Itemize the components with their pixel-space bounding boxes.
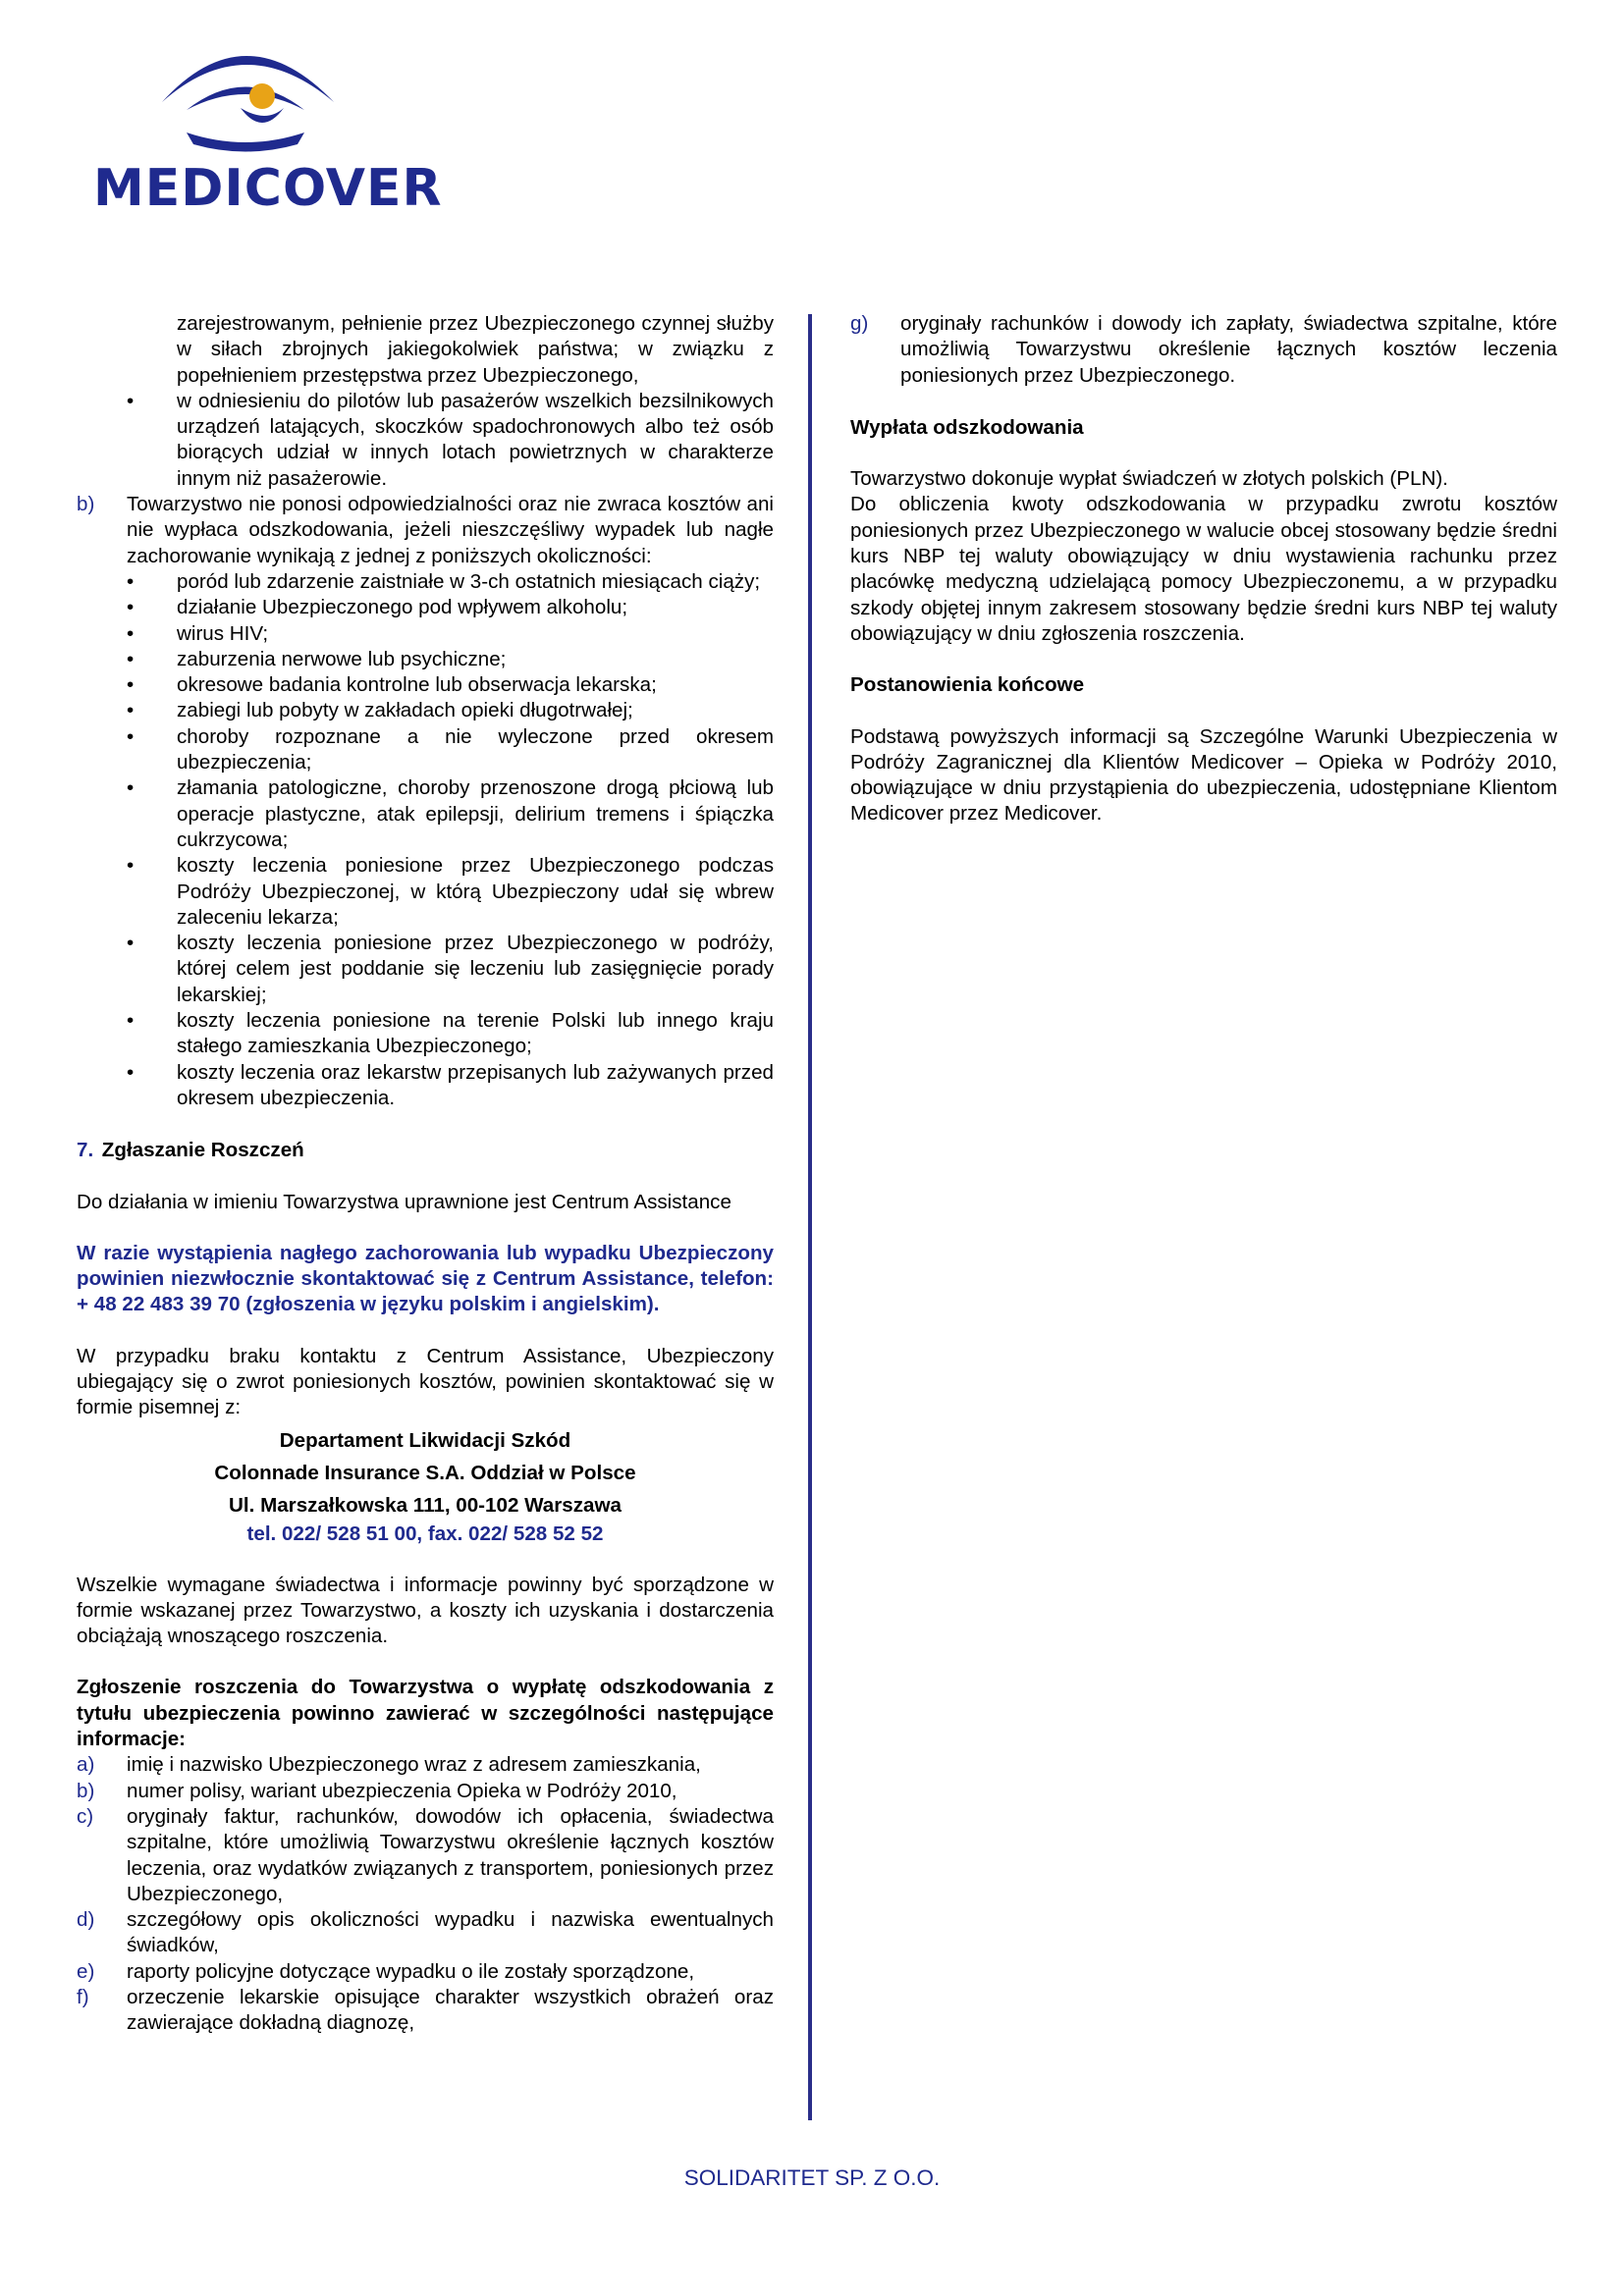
list-item — [77, 1959, 774, 1985]
intro-bullet-list — [77, 389, 774, 492]
address-line: Colonnade Insurance S.A. Oddział w Polsce — [214, 1461, 636, 1484]
list-item: • w odniesieniu do pilotów lub pasażerów wszelkich bezsilnikowych urządzeń latających, skoczków spadochronowych albo też osób biorących udział w innych lotach powietrznych w charakterze innym niż pasażerowie. — [77, 389, 774, 492]
item-label: b) — [77, 1779, 95, 1802]
list-item: • poród lub zdarzenie zaistniałe w 3-ch ostatnich miesiącach ciąży; — [77, 569, 774, 595]
item-label: c) — [77, 1804, 94, 1828]
item-text: oryginały rachunków i dowody ich zapłaty, świadectwa szpitalne, które umożliwią Towarzystwu określenie łącznych kosztów leczenia poniesionych przez Ubezpieczonego. — [900, 312, 1557, 387]
address-line: Departament Likwidacji Szkód — [279, 1428, 571, 1452]
emergency-paragraph: W razie wystąpienia nagłego zachorowania lub wypadku Ubezpieczony powinien niezwłocznie skontaktować się z Centrum Assistance, telefon: + 48 22 483 39 70 (zgłoszenia w języku polskim i angielskim). — [77, 1241, 774, 1316]
page-footer: SOLIDARITET SP. Z O.O. — [683, 2165, 941, 2190]
list-item: • zabiegi lub pobyty w zakładach opieki długotrwałej; — [77, 698, 774, 723]
list-item — [77, 1804, 774, 1907]
item-label: e) — [77, 1959, 95, 1983]
logo-wordmark: MEDICOVER — [93, 159, 443, 218]
left-column — [77, 311, 774, 2037]
item-text: szczegółowy opis okoliczności wypadku i nazwiska ewentualnych świadków, — [127, 1908, 774, 1957]
item-label: d) — [77, 1908, 95, 1932]
list-item — [77, 1779, 774, 1804]
address-phone: tel. 022/ 528 51 00, fax. 022/ 528 52 52 — [246, 1522, 604, 1545]
final-provisions-heading: Postanowienia końcowe — [850, 673, 1085, 697]
item-label: b) — [77, 493, 95, 516]
column-divider — [808, 314, 812, 2120]
item-label: g) — [850, 312, 869, 335]
payout-paragraph-2: Do obliczenia kwoty odszkodowania w przypadku zwrotu kosztów poniesionych przez Ubezpieczonego w walucie obcej stosowany będzie średni kurs NBP tej waluty obowiązujący w dniu wystawienia rachunku przez placówkę medyczną udzielającą pomocy Ubezpieczonemu, a w przypadku szkody objętej innym zakresem stosowany będzie średni kurs NBP tej waluty obowiązujący w dniu zgłoszenia roszczenia. — [850, 493, 1557, 645]
claim-item-g — [850, 311, 1557, 389]
address-line: Ul. Marszałkowska 111, 00-102 Warszawa — [229, 1493, 622, 1517]
documents-paragraph: Wszelkie wymagane świadectwa i informacje powinny być sporządzone w formie wskazanej przez Towarzystwo, a koszty ich uzyskania i dostarczenia obciążają wnoszącego roszczenia. — [77, 1573, 774, 1648]
no-contact-paragraph: W przypadku braku kontaktu z Centrum Assistance, Ubezpieczony ubiegający się o zwrot poniesionych kosztów, powinien skontaktować się w formie pisemnej z: — [77, 1344, 774, 1419]
exclusion-bullet-list — [77, 569, 774, 1111]
section-7-heading — [77, 1138, 774, 1163]
list-item: • złamania patologiczne, choroby przenoszone drogą płciową lub operacje plastyczne, atak epilepsji, delirium tremens i śpiączka cukrzycowa; — [77, 775, 774, 853]
right-column — [850, 311, 1557, 828]
list-item: • koszty leczenia poniesione przez Ubezpieczonego podczas Podróży Ubezpieczonej, w którą Ubezpieczony udał się wbrew zaleceniu lekarza; — [77, 853, 774, 931]
list-item — [77, 1907, 774, 1959]
item-text: raporty policyjne dotyczące wypadku o ile zostały sporządzone, — [127, 1959, 695, 1983]
payout-paragraph-1: Towarzystwo dokonuje wypłat świadczeń w złotych polskich (PLN). — [850, 467, 1448, 491]
section-number: 7. — [77, 1139, 94, 1162]
list-item: • wirus HIV; — [77, 621, 774, 647]
item-text: orzeczenie lekarskie opisujące charakter wszystkich obrażeń oraz zawierające dokładną diagnozę, — [127, 1986, 774, 2035]
item-text: imię i nazwisko Ubezpieczonego wraz z adresem zamieszkania, — [127, 1753, 701, 1777]
payout-heading: Wypłata odszkodowania — [850, 415, 1084, 439]
list-item: • zaburzenia nerwowe lub psychiczne; — [77, 647, 774, 672]
item-text: numer polisy, wariant ubezpieczenia Opieka w Podróży 2010, — [127, 1779, 677, 1802]
list-item — [77, 1985, 774, 2037]
claim-info-paragraph: Zgłoszenie roszczenia do Towarzystwa o wypłatę odszkodowania z tytułu ubezpieczenia powinno zawierać w szczególności następujące informacje: — [77, 1676, 774, 1751]
claim-items-list — [77, 1752, 774, 2036]
medicover-logo — [93, 39, 443, 221]
item-text: Towarzystwo nie ponosi odpowiedzialności oraz nie zwraca kosztów ani nie wypłaca odszkodowania, jeżeli nieszczęśliwy wypadek lub nagłe zachorowanie wynikają z jednej z poniższych okoliczności: — [127, 493, 774, 567]
item-label: a) — [77, 1753, 95, 1777]
list-item: • koszty leczenia poniesione na terenie Polski lub innego kraju stałego zamieszkania Ubezpieczonego; — [77, 1008, 774, 1060]
list-item: • koszty leczenia poniesione przez Ubezpieczonego w podróży, której celem jest poddanie się leczeniu lub zasięgnięcie porady lekarskiej; — [77, 931, 774, 1008]
centrum-paragraph: Do działania w imieniu Towarzystwa uprawnione jest Centrum Assistance — [77, 1190, 731, 1213]
medicover-logo-icon — [93, 39, 427, 162]
list-item: • okresowe badania kontrolne lub obserwacja lekarska; — [77, 672, 774, 698]
exclusion-continuation: zarejestrowanym, pełnienie przez Ubezpieczonego czynnej służby w siłach zbrojnych jakiegokolwiek państwa; w związku z popełnieniem przestępstwa przez Ubezpieczonego, — [177, 312, 774, 387]
item-text: oryginały faktur, rachunków, dowodów ich opłacenia, świadectwa szpitalne, które umożliwią Towarzystwu określenie łącznych kosztów leczenia, oraz wydatków związanych z transportem, poniesionych przez Ubezpieczonego, — [127, 1804, 774, 1905]
list-item: • koszty leczenia oraz lekarstw przepisanych lub zażywanych przed okresem ubezpieczenia. — [77, 1060, 774, 1112]
claims-address — [77, 1424, 774, 1547]
item-label: f) — [77, 1986, 89, 2009]
final-provisions-paragraph: Podstawą powyższych informacji są Szczególne Warunki Ubezpieczenia w Podróży Zagranicznej dla Klientów Medicover – Opieka w Podróży 2010, obowiązujące w dniu przystąpienia do ubezpieczenia, udostępniane Klientom Medicover przez Medicover. — [850, 724, 1557, 826]
list-item: • choroby rozpoznane a nie wyleczone przed okresem ubezpieczenia; — [77, 724, 774, 776]
list-item — [77, 1752, 774, 1778]
section-title: Zgłaszanie Roszczeń — [101, 1139, 304, 1162]
list-item — [77, 492, 774, 569]
list-item: • działanie Ubezpieczonego pod wpływem alkoholu; — [77, 595, 774, 620]
exclusions-b — [77, 492, 774, 569]
